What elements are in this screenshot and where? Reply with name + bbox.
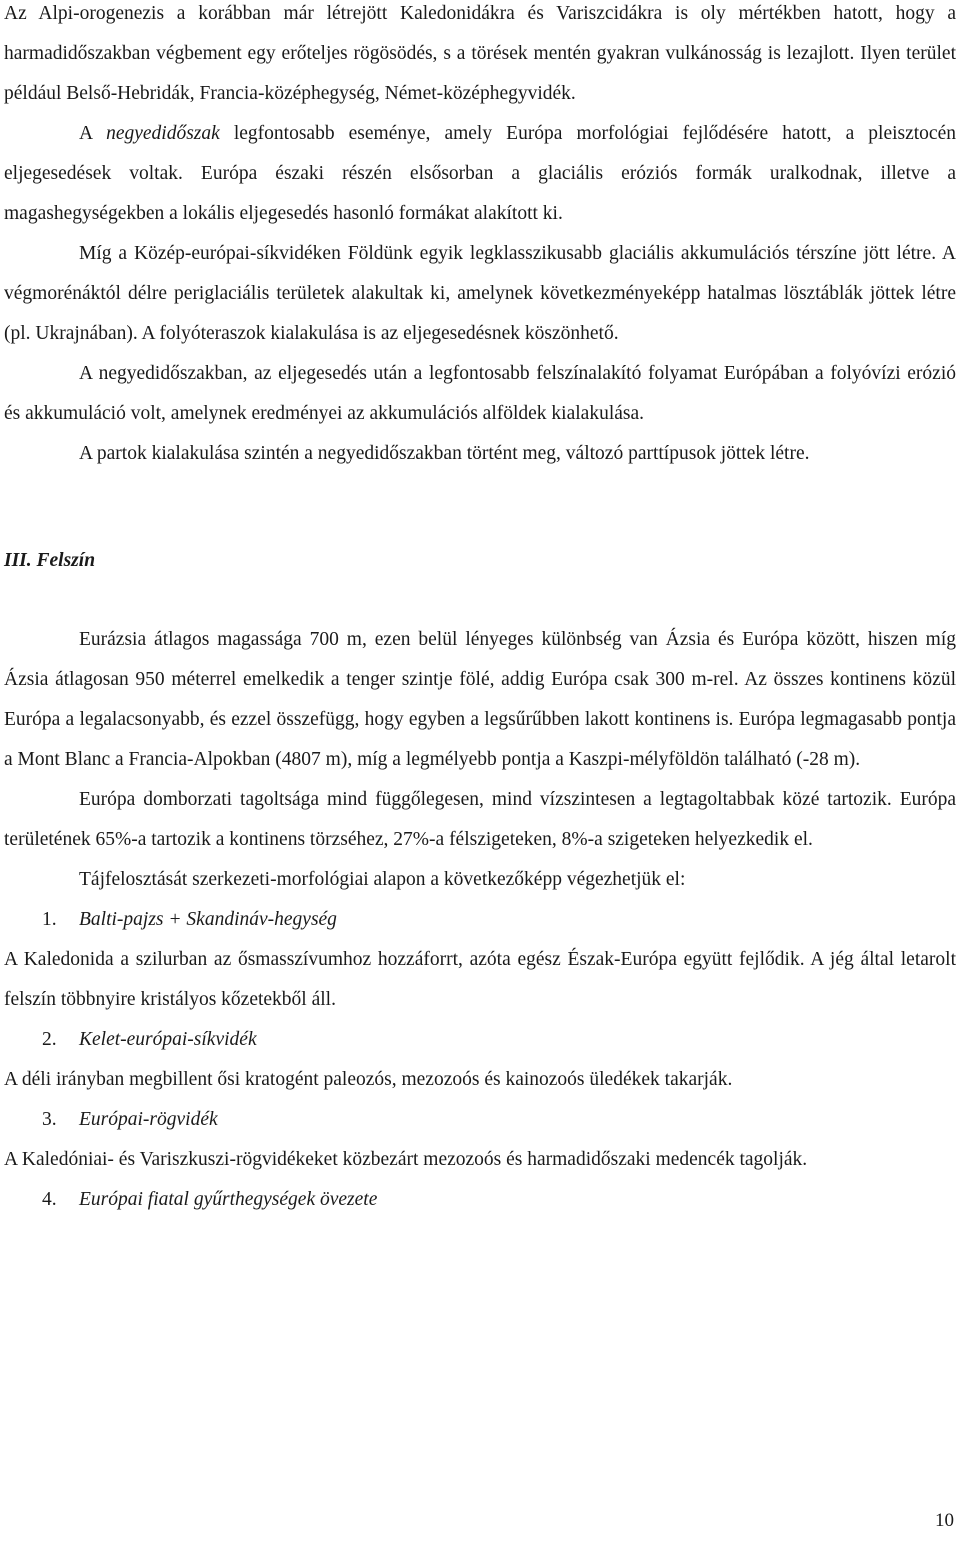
section-paragraph-1: Eurázsia átlagos magassága 700 m, ezen belül lényeges különbség van Ázsia és Európa között, hiszen míg Ázsia átlagosan 950 méterrel emelkedik a tenger szintje fölé, addig Európa csak 300 m-rel. Az összes kontinens közül Európa a legalacsonyabb, és ezzel összefügg, hogy egyben a legsűrűbben lakott kontinens is. Európa legmagasabb pontja a Mont Blanc a Francia-Alpokban (4807 m), míg a legmélyebb pontja a Kaszpi-mélyföldön található (-28 m).	[4, 629, 956, 770]
list-item-number: 3.	[42, 1109, 57, 1130]
list-item-number: 2.	[42, 1029, 57, 1050]
list-item-number: 4.	[42, 1189, 57, 1210]
intro-paragraph-4: A negyedidőszakban, az eljegesedés után a legfontosabb felszínalakító folyamat Európában a folyóvízi erózió és akkumuláció volt, amelynek eredményei az akkumulációs alföldek kialakulása.	[4, 363, 956, 424]
intro-paragraph-5: A partok kialakulása szintén a negyedidőszakban történt meg, változó parttípusok jöttek létre.	[79, 443, 810, 464]
list-item-title: Európai fiatal gyűrthegységek övezete	[79, 1189, 378, 1210]
list-item-text: A Kaledóniai- és Variszkuszi-rögvidékeket közbezárt mezozoós és harmadidőszaki medencék tagolják.	[4, 1149, 808, 1170]
list-item-heading	[4, 1100, 956, 1140]
list-item-number: 1.	[42, 909, 57, 930]
intro-paragraph-2-start: A	[79, 123, 107, 144]
intro-paragraph-2-rest: legfontosabb eseménye, amely Európa morfológiai fejlődésére hatott, a pleisztocén eljegesedések voltak. Európa északi részén elsősorban a glaciális eróziós formák uralkodnak, illetve a magashegységekben a lokális eljegesedés hasonló formákat alakított ki.	[4, 123, 956, 224]
list-item-heading	[4, 900, 956, 940]
list-item-title: Kelet-európai-síkvidék	[79, 1029, 257, 1050]
section-paragraph-2: Európa domborzati tagoltsága mind függőlegesen, mind vízszintesen a legtagoltabbak közé tartozik. Európa területének 65%-a tartozik a kontinens törzséhez, 27%-a félszigeteken, 8%-a szigeteken helyezkedik el.	[4, 789, 956, 850]
page-number: 10	[935, 1510, 954, 1531]
document-page	[4, 0, 956, 1220]
section-paragraph-3: Tájfelosztását szerkezeti-morfológiai alapon a következőképp végezhetjük el:	[79, 869, 686, 890]
intro-paragraph-1: Az Alpi-orogenezis a korábban már létrejött Kaledonidákra és Variszcidákra is oly mértékben hatott, hogy a harmadidőszakban végbement egy erőteljes rögösödés, s a törések mentén gyakran vulkánosság is lezajlott. Ilyen terület például Belső-Hebridák, Francia-középhegység, Német-középhegyvidék.	[4, 3, 956, 104]
list-item-heading	[4, 1020, 956, 1060]
list-item-heading	[4, 1180, 956, 1220]
negyedidoszak-emphasis: negyedidőszak	[106, 123, 220, 144]
intro-paragraph-3: Míg a Közép-európai-síkvidéken Földünk egyik legklasszikusabb glaciális akkumulációs térszíne jött létre. A végmorénáktól délre periglaciális területek alakultak ki, amelynek következményeképp hatalmas lösztáblák jöttek létre (pl. Ukrajnában). A folyóteraszok kialakulása is az eljegesedésnek köszönhető.	[4, 243, 956, 344]
section-title: III. Felszín	[4, 550, 96, 571]
list-item-title: Európai-rögvidék	[79, 1109, 218, 1130]
list-item-text: A Kaledonida a szilurban az ősmasszívumhoz hozzáforrt, azóta egész Észak-Európa együtt fejlődik. A jég által letarolt felszín többnyire kristályos kőzetekből áll.	[4, 949, 956, 1010]
intro-paragraph-2	[4, 114, 956, 234]
list-item-title: Balti-pajzs + Skandináv-hegység	[79, 909, 337, 930]
list-item-text: A déli irányban megbillent ősi kratogént paleozós, mezozoós és kainozoós üledékek takarják.	[4, 1069, 733, 1090]
